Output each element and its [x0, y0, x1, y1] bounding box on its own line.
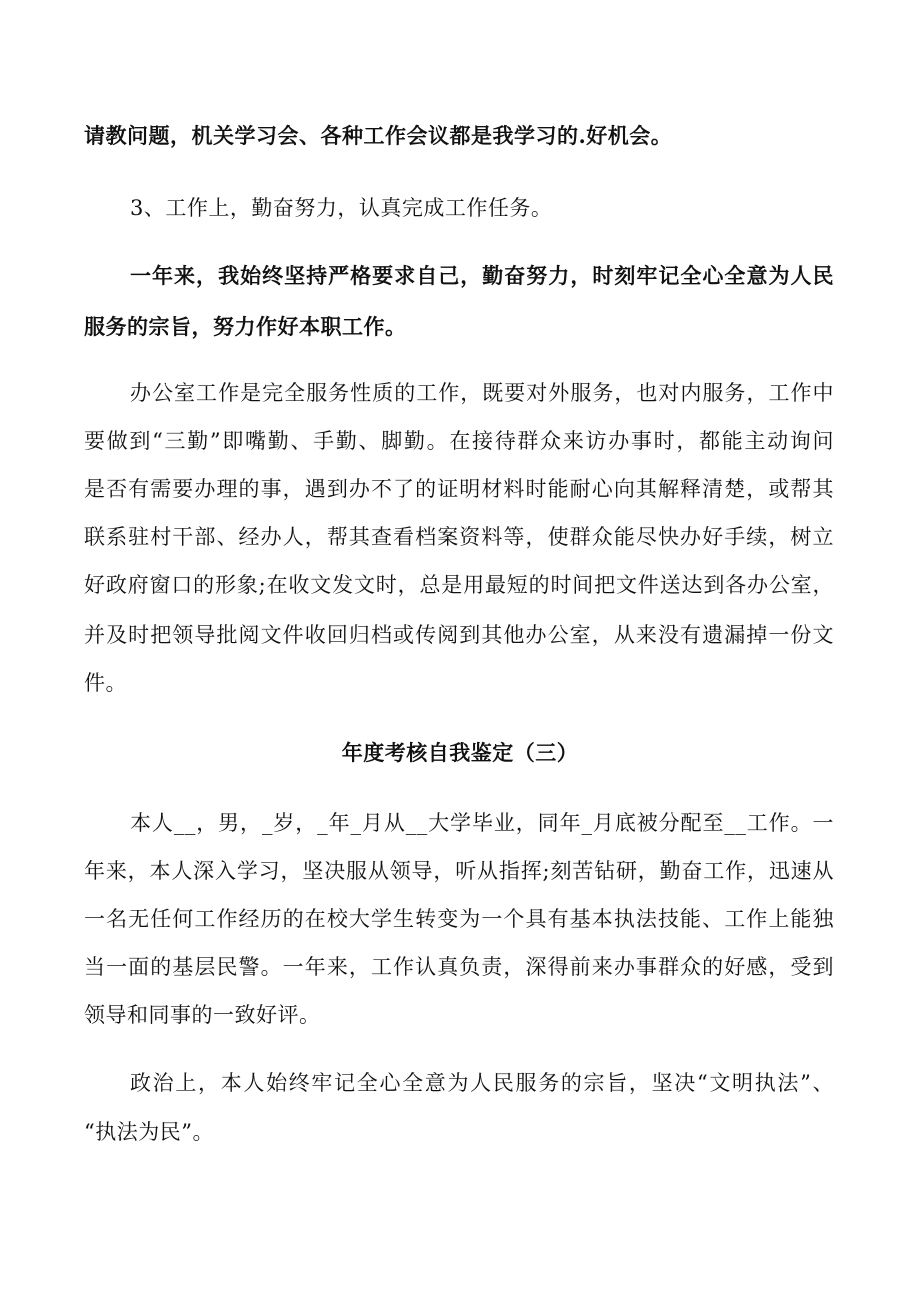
- paragraph-office-work-line: 联系驻村干部、经办人，帮其查看档案资料等，使群众能尽快办好手续，树立: [84, 525, 834, 549]
- paragraph-continuation-line: 请教问题，机关学习会、各种工作会议都是我学习的.好机会。: [84, 123, 673, 148]
- paragraph-office-work-line: 办公室工作是完全服务性质的工作，既要对外服务，也对内服务，工作中: [130, 381, 834, 405]
- paragraph-office-work-line: 并及时把领导批阅文件收回归档或传阅到其他办公室，从来没有遗漏掉一份文: [84, 623, 834, 647]
- paragraph-office-work-line: 件。: [84, 671, 127, 695]
- paragraph-item3-line: 3、工作上，勤奋努力，认真完成工作任务。: [130, 196, 553, 220]
- paragraph-politics-line: “执法为民”。: [84, 1120, 214, 1144]
- paragraph-office-work-line: 是否有需要办理的事，遇到办不了的证明材料时能耐心向其解释清楚，或帮其: [84, 477, 834, 501]
- paragraph-intro-line: 领导和同事的一致好评。: [84, 1003, 321, 1027]
- section-title: 年度考核自我鉴定（三）: [341, 740, 579, 765]
- paragraph-intro-line: 本人__，男，_岁，_年_月从__大学毕业，同年_月底被分配至__工作。一: [130, 811, 834, 835]
- paragraph-intro-line: 当一面的基层民警。一年来，工作认真负责，深得前来办事群众的好感，受到: [84, 955, 834, 979]
- paragraph-summary-line: 服务的宗旨，努力作好本职工作。: [84, 314, 407, 339]
- paragraph-politics-line: 政治上，本人始终牢记全心全意为人民服务的宗旨，坚决“文明执法”、: [130, 1071, 834, 1095]
- paragraph-office-work-line: 好政府窗口的形象;在收文发文时，总是用最短的时间把文件送达到各办公室，: [84, 573, 834, 597]
- paragraph-intro-line: 一名无任何工作经历的在校大学生转变为一个具有基本执法技能、工作上能独: [84, 907, 834, 931]
- paragraph-office-work-line: 要做到“三勤”即嘴勤、手勤、脚勤。在接待群众来访办事时，都能主动询问: [84, 429, 834, 453]
- paragraph-summary-line: 一年来，我始终坚持严格要求自己，勤奋努力，时刻牢记全心全意为人民: [130, 263, 834, 288]
- paragraph-intro-line: 年来，本人深入学习，坚决服从领导，听从指挥;刻苦钻研，勤奋工作，迅速从: [84, 859, 834, 883]
